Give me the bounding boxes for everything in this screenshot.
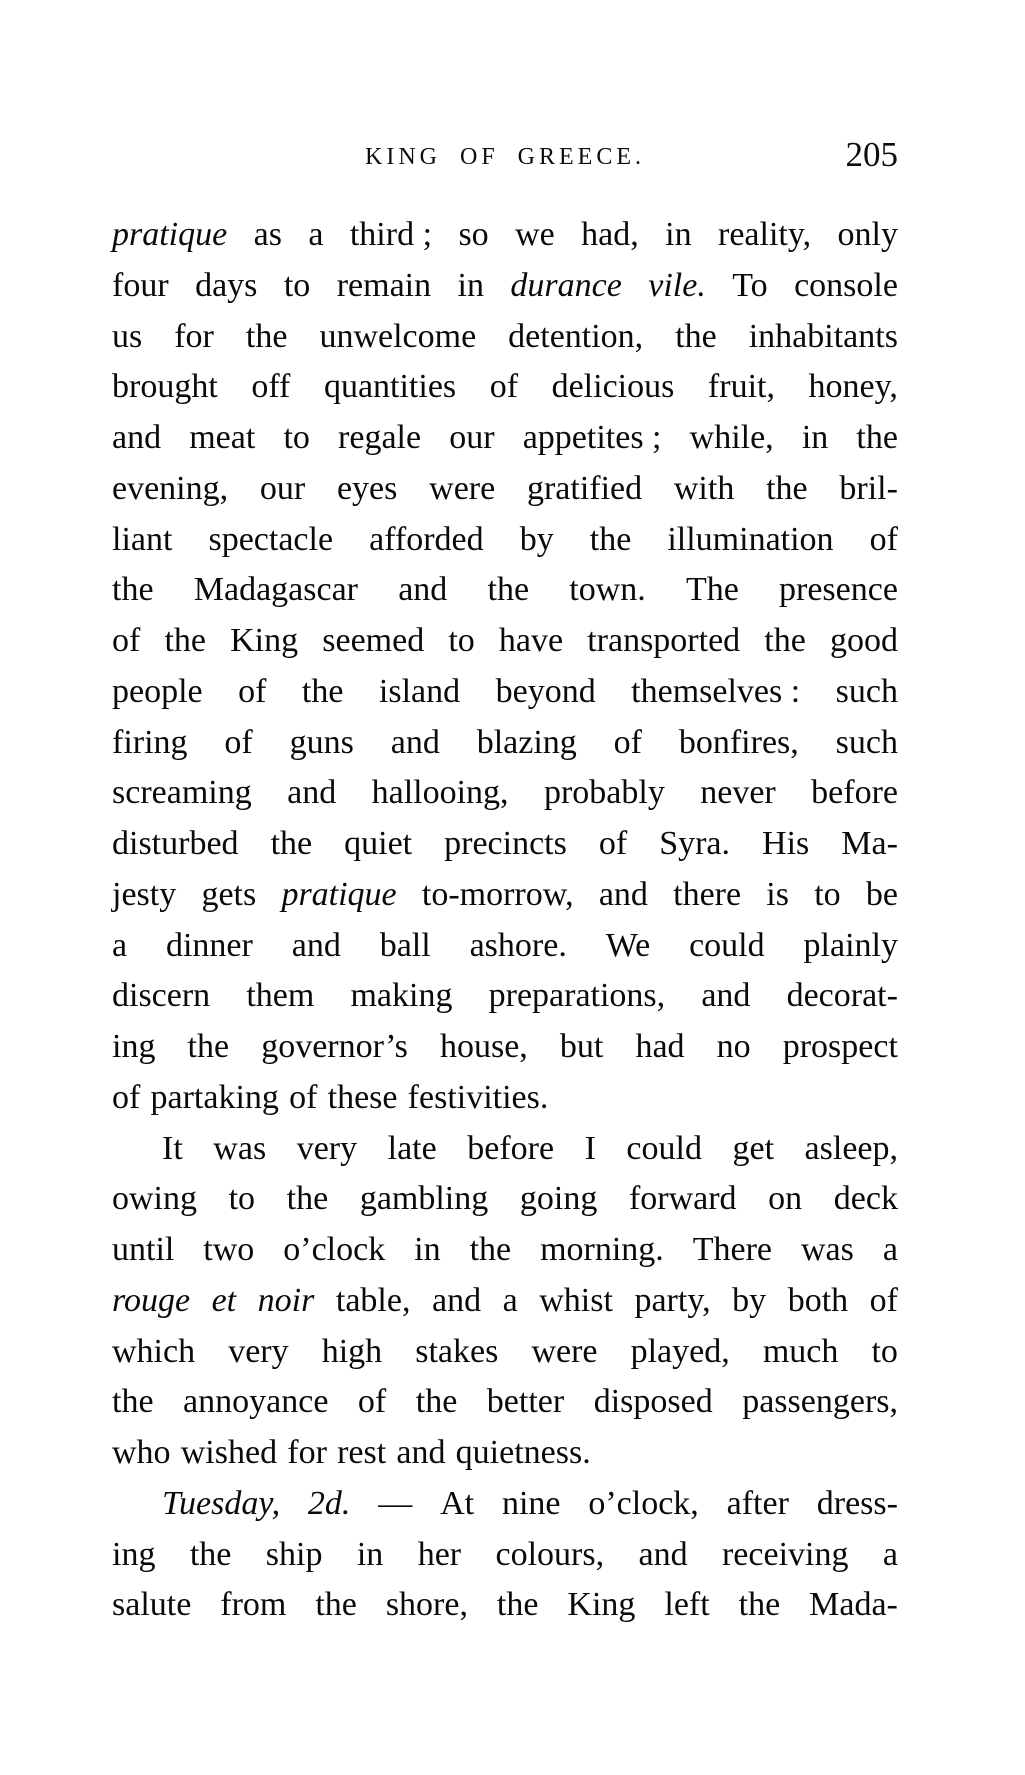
text-line: [112, 565, 898, 616]
word: eyes: [336, 469, 398, 507]
word: King: [230, 622, 299, 659]
word: in: [414, 1231, 441, 1268]
text-line: [112, 261, 898, 312]
word: were: [531, 1332, 598, 1370]
word: honey,: [808, 368, 898, 406]
word: ball: [379, 926, 431, 964]
word: going: [519, 1180, 598, 1218]
word: salute: [112, 1586, 192, 1624]
word: owing: [112, 1180, 197, 1218]
word: so: [458, 216, 489, 253]
word: our: [449, 419, 495, 456]
word: table,: [335, 1281, 411, 1319]
word: precincts: [444, 825, 567, 862]
word: we: [515, 216, 555, 253]
text-line: [112, 971, 898, 1022]
text-line: [112, 1479, 898, 1530]
word: blazing: [476, 723, 577, 761]
word: the: [270, 825, 313, 862]
word: and: [638, 1535, 688, 1573]
word: the: [112, 1383, 154, 1421]
word: It: [162, 1129, 183, 1167]
word: dinner: [165, 926, 253, 964]
word: shore,: [385, 1586, 468, 1624]
text-line: [112, 667, 898, 718]
word: detention,: [508, 317, 644, 355]
text-line: [112, 1428, 898, 1479]
word: and: [701, 977, 751, 1015]
word: meat: [189, 419, 256, 456]
word: by: [732, 1281, 767, 1319]
word: two: [203, 1231, 255, 1268]
word: of: [112, 622, 141, 659]
word: both: [787, 1281, 849, 1319]
word: in: [801, 419, 829, 456]
text-line: [112, 1530, 898, 1581]
word: deck: [833, 1180, 898, 1218]
word: forward: [628, 1180, 737, 1218]
word: the: [469, 1231, 512, 1268]
word: King: [567, 1586, 636, 1624]
word: a: [112, 926, 128, 964]
word: never: [700, 774, 776, 812]
word: while,: [689, 419, 774, 456]
word: brought: [112, 368, 218, 406]
word: a: [882, 1535, 898, 1573]
word: 2d.: [307, 1484, 351, 1522]
word: et: [211, 1281, 237, 1319]
word: days: [195, 266, 258, 304]
word: such: [835, 723, 898, 761]
word: unwelcome: [319, 317, 477, 355]
word: rest: [337, 1434, 387, 1471]
word: ing: [112, 1535, 156, 1573]
word: noir: [257, 1281, 315, 1319]
page-number: 205: [845, 135, 898, 174]
word: His: [762, 825, 810, 862]
word: asleep,: [804, 1129, 898, 1167]
word: partaking: [150, 1078, 279, 1116]
word: rouge: [112, 1281, 191, 1319]
running-title: KING OF GREECE.: [365, 144, 645, 170]
text-line: [112, 1377, 898, 1428]
word: of: [224, 723, 253, 761]
word: At: [440, 1484, 475, 1522]
word: discern: [112, 977, 211, 1015]
word: ship: [265, 1535, 323, 1573]
word: the: [315, 1586, 357, 1624]
word: high: [321, 1332, 383, 1370]
word: until: [112, 1231, 175, 1268]
text-line: [112, 413, 898, 464]
word: I: [584, 1129, 596, 1167]
word: to: [871, 1332, 898, 1370]
word: of: [598, 825, 628, 862]
word: was: [213, 1129, 267, 1167]
word: and: [432, 1281, 482, 1319]
word: and: [398, 571, 448, 609]
word: left: [664, 1586, 710, 1624]
word: We: [605, 926, 651, 964]
word: a: [308, 216, 324, 253]
text-line: [112, 921, 898, 972]
text-line: [112, 1225, 898, 1276]
word: Mada-: [809, 1586, 898, 1624]
word: annoyance: [183, 1383, 329, 1421]
word: the: [589, 520, 632, 558]
word: to: [228, 1180, 256, 1218]
text-line: [112, 210, 898, 261]
word: the: [496, 1586, 539, 1624]
word: the: [856, 419, 898, 456]
word: such: [835, 672, 898, 710]
word: illumination: [667, 520, 834, 558]
word: is: [766, 875, 789, 913]
word: of: [869, 1281, 898, 1319]
word: transported: [587, 622, 741, 659]
word: To: [732, 266, 768, 304]
word: to: [283, 419, 310, 456]
word: firing: [112, 723, 188, 761]
word: screaming: [112, 774, 252, 812]
word: guns: [289, 723, 354, 761]
word: by: [519, 520, 554, 558]
word: the: [764, 622, 806, 659]
word: for: [287, 1434, 327, 1471]
word: ing: [112, 1028, 156, 1065]
text-line: [112, 1073, 898, 1124]
text-line: [112, 718, 898, 769]
word: themselves :: [631, 672, 801, 710]
word: the: [245, 317, 288, 355]
word: pratique: [112, 216, 228, 253]
word: the: [187, 1028, 230, 1065]
word: jesty: [112, 875, 177, 913]
word: get: [732, 1129, 775, 1167]
word: house,: [439, 1028, 528, 1065]
word: four: [112, 266, 169, 304]
word: very: [228, 1332, 289, 1370]
word: in: [665, 216, 692, 253]
word: Tuesday,: [162, 1484, 281, 1522]
word: dress-: [816, 1484, 898, 1522]
word: the: [164, 622, 206, 659]
word: bonfires,: [678, 723, 799, 761]
word: before: [811, 774, 898, 812]
text-line: [112, 768, 898, 819]
word: very: [296, 1129, 358, 1167]
word: delicious: [551, 368, 675, 406]
word: the: [487, 571, 530, 609]
word: people: [112, 672, 203, 710]
word: morning.: [540, 1231, 664, 1268]
word: governor’s: [261, 1028, 408, 1065]
word: gets: [201, 875, 257, 913]
word: console: [794, 266, 898, 304]
word: in: [356, 1535, 384, 1573]
word: our: [259, 469, 306, 507]
page-body: [112, 210, 898, 1631]
word: town.: [569, 571, 646, 609]
word: presence: [779, 571, 898, 609]
word: gambling: [359, 1180, 489, 1218]
text-line: [112, 362, 898, 413]
word: prospect: [782, 1028, 898, 1065]
word: inhabitants: [748, 317, 898, 355]
word: The: [685, 571, 739, 609]
word: these: [327, 1078, 398, 1116]
word: party,: [634, 1281, 711, 1319]
word: the: [301, 672, 344, 710]
word: passengers,: [742, 1383, 898, 1421]
page-header: [112, 135, 898, 178]
word: remain: [336, 266, 432, 304]
word: but: [559, 1028, 604, 1065]
word: with: [673, 469, 735, 507]
text-line: [112, 1580, 898, 1631]
word: quantities: [323, 368, 457, 406]
word: reality,: [718, 216, 812, 253]
word: o’clock,: [588, 1484, 699, 1522]
text-line: [112, 312, 898, 363]
word: festivities.: [407, 1078, 549, 1116]
word: decorat-: [786, 977, 898, 1015]
word: for: [174, 317, 214, 355]
word: making: [350, 977, 453, 1015]
word: a: [502, 1281, 518, 1319]
word: probably: [543, 774, 665, 812]
word: in: [457, 266, 484, 304]
text-line: [112, 1022, 898, 1073]
word: seemed: [322, 622, 425, 659]
word: appetites ;: [522, 419, 662, 456]
word: played,: [630, 1332, 730, 1370]
word: pratique: [281, 875, 397, 913]
word: ashore.: [469, 926, 567, 964]
word: and: [287, 774, 337, 812]
word: to: [283, 266, 311, 304]
word: much: [762, 1332, 839, 1370]
word: had: [635, 1028, 685, 1065]
word: Syra.: [659, 825, 731, 862]
word: off: [251, 368, 291, 406]
word: only: [837, 216, 898, 253]
word: them: [246, 977, 315, 1015]
word: to: [814, 875, 841, 913]
word: of: [489, 368, 519, 406]
word: colours,: [495, 1535, 605, 1573]
word: durance: [510, 266, 622, 304]
word: nine: [501, 1484, 561, 1522]
word: and: [598, 875, 648, 913]
word: receiving: [721, 1535, 849, 1573]
text-line: [112, 515, 898, 566]
text-line: [112, 870, 898, 921]
word: vile.: [648, 266, 706, 304]
word: there: [673, 875, 742, 913]
word: beyond: [495, 672, 596, 710]
word: from: [220, 1586, 287, 1624]
word: of: [238, 672, 267, 710]
word: and: [390, 723, 440, 761]
word: and: [112, 419, 162, 456]
word: her: [417, 1535, 462, 1573]
word: island: [378, 672, 461, 710]
word: bril-: [839, 469, 898, 507]
word: of: [613, 723, 642, 761]
word: be: [865, 875, 898, 913]
text-line: [112, 819, 898, 870]
word: the: [415, 1383, 458, 1421]
word: the: [675, 317, 717, 355]
word: of: [112, 1078, 141, 1116]
text-line: [112, 616, 898, 667]
text-line: [112, 1174, 898, 1225]
word: which: [112, 1332, 196, 1370]
word: stakes: [415, 1332, 499, 1370]
word: the: [112, 571, 154, 609]
word: could: [689, 926, 765, 964]
word: third ;: [349, 216, 433, 253]
word: quietness.: [455, 1434, 591, 1471]
word: of: [289, 1078, 318, 1116]
word: o’clock: [283, 1231, 386, 1268]
text-line: [112, 1276, 898, 1327]
word: —: [378, 1484, 413, 1522]
word: late: [387, 1129, 437, 1167]
word: Ma-: [841, 825, 898, 862]
word: hallooing,: [371, 774, 509, 812]
word: could: [626, 1129, 702, 1167]
word: us: [112, 317, 143, 355]
word: to-morrow,: [421, 875, 574, 913]
word: evening,: [112, 469, 229, 507]
word: disposed: [593, 1383, 713, 1421]
word: liant: [112, 520, 173, 558]
word: Madagascar: [193, 571, 358, 609]
word: after: [726, 1484, 789, 1522]
word: and: [291, 926, 341, 964]
word: the: [766, 469, 808, 507]
word: the: [738, 1586, 781, 1624]
word: to: [448, 622, 475, 659]
word: spectacle: [208, 520, 334, 558]
word: and: [396, 1434, 446, 1471]
word: before: [467, 1129, 555, 1167]
word: wished: [180, 1434, 278, 1471]
text-line: [112, 1124, 898, 1175]
word: the: [189, 1535, 232, 1573]
word: afforded: [369, 520, 484, 558]
word: of: [357, 1383, 387, 1421]
word: better: [486, 1383, 565, 1421]
word: fruit,: [707, 368, 775, 406]
word: of: [869, 520, 898, 558]
word: quiet: [344, 825, 413, 862]
word: was: [800, 1231, 854, 1268]
word: who: [112, 1434, 171, 1471]
word: There: [692, 1231, 773, 1268]
word: have: [498, 622, 564, 659]
word: had,: [581, 216, 639, 253]
word: a: [882, 1231, 898, 1268]
word: were: [429, 469, 496, 507]
word: the: [286, 1180, 329, 1218]
word: good: [829, 622, 898, 659]
word: gratified: [526, 469, 643, 507]
word: whist: [539, 1281, 613, 1319]
word: disturbed: [112, 825, 239, 862]
word: as: [253, 216, 282, 253]
word: no: [716, 1028, 751, 1065]
text-line: [112, 1327, 898, 1378]
word: preparations,: [488, 977, 666, 1015]
text-line: [112, 464, 898, 515]
word: plainly: [803, 926, 898, 964]
word: on: [768, 1180, 803, 1218]
word: regale: [338, 419, 422, 456]
